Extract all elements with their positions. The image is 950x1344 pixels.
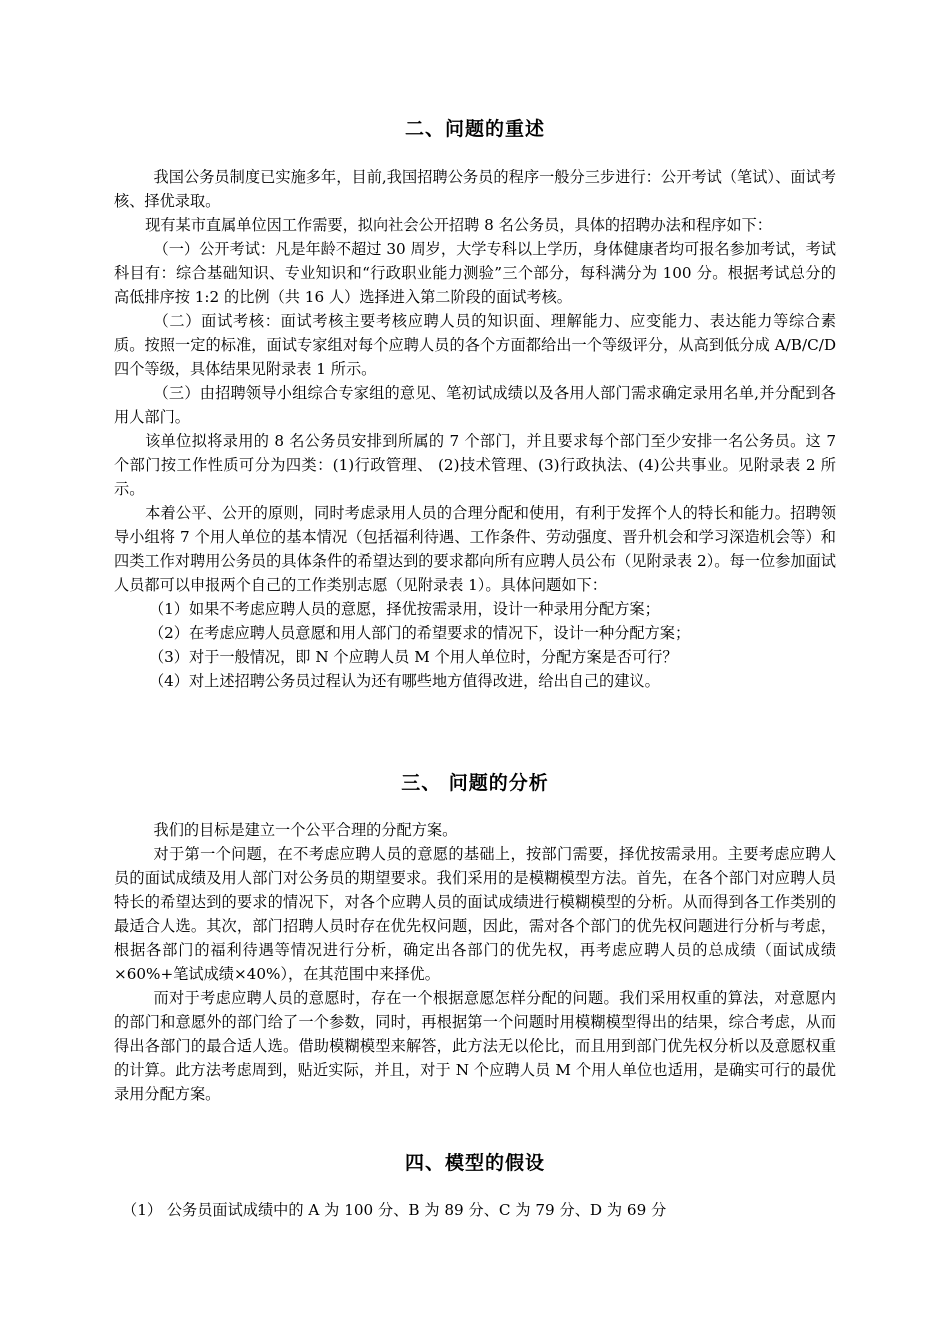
restatement-paragraph: 现有某市直属单位因工作需要，拟向社会公开招聘 8 名公务员，具体的招聘办法和程序如下： [145,216,772,234]
section-title-analysis: 三、 问题的分析 [401,772,549,794]
analysis-body [114,818,836,1106]
restatement-paragraph: 该单位拟将录用的 8 名公务员安排到所属的 7 个部门，并且要求每个部门至少安排一名公务员。这 7 个部门按工作性质可分为四类：(1)行政管理、 (2)技术管理、(3)行政执法、(4)公共事业。见附录表 2 所示。 [114,432,836,498]
restatement-paragraph: （一）公开考试：凡是年龄不超过 30 周岁，大学专科以上学历，身体健康者均可报名参加考试，考试科目有：综合基础知识、专业知识和“行政职业能力测验”三个部分，每科满分为 100 分。根据考试总分的高低排序按 1:2 的比例（共 16 人）选择进入第二阶段的面试考核。 [114,240,836,306]
assumption-item: （1） 公务员面试成绩中的 A 为 100 分、B 为 89 分、C 为 79 分、D 为 69 分 [122,1201,667,1219]
restatement-paragraph: （二）面试考核：面试考核主要考核应聘人员的知识面、理解能力、应变能力、表达能力等综合素质。按照一定的标准，面试专家组对每个应聘人员的各个方面都给出一个等级评分，从高到低分成 A/B/C/D 四个等级，具体结果见附录表 1 所示。 [114,312,836,378]
analysis-paragraph: 对于第一个问题，在不考虑应聘人员的意愿的基础上，按部门需要，择优按需录用。主要考虑应聘人员的面试成绩及用人部门对公务员的期望要求。我们采用的是模糊模型方法。首先，在各个部门对应聘人员特长的希望达到的要求的情况下，对各个应聘人员的面试成绩进行模糊模型的分析。从而得到各工作类别的最适合人选。其次，部门招聘人员时存在优先权问题，因此，需对各个部门的优先权问题进行分析与考虑，根据各部门的福利待遇等情况进行分析，确定出各部门的优先权，再考虑应聘人员的总成绩（面试成绩×60%+笔试成绩×40%），在其范围中来择优。 [114,845,836,983]
section-title-assumptions: 四、模型的假设 [404,1152,545,1174]
restatement-paragraph: 本着公平、公开的原则，同时考虑录用人员的合理分配和使用，有利于发挥个人的特长和能力。招聘领导小组将 7 个用人单位的基本情况（包括福利待遇、工作条件、劳动强度、晋升机会和学习深造机会等）和四类工作对聘用公务员的具体条件的希望达到的要求都向所有应聘人员公布（见附录表 2）。每一位参加面试人员都可以申报两个自己的工作类别志愿（见附录表 1）。具体问题如下： [114,504,836,594]
analysis-paragraph: 我们的目标是建立一个公平合理的分配方案。 [153,821,458,839]
restatement-paragraph: 我国公务员制度已实施多年，目前,我国招聘公务员的程序一般分三步进行：公开考试（笔试）、面试考核、择优录取。 [114,168,836,210]
question-item: （4）对上述招聘公务员过程认为还有哪些地方值得改进，给出自己的建议。 [148,672,660,690]
question-item: （3）对于一般情况，即 N 个应聘人员 M 个用人单位时，分配方案是否可行？ [148,648,678,666]
question-item: （2）在考虑应聘人员意愿和用人部门的希望要求的情况下，设计一种分配方案； [148,624,691,642]
restatement-body [114,165,836,693]
question-item: （1）如果不考虑应聘人员的意愿，择优按需录用，设计一种录用分配方案； [148,600,660,618]
restatement-paragraph: （三）由招聘领导小组综合专家组的意见、笔初试成绩以及各用人部门需求确定录用名单,并分配到各用人部门。 [114,384,836,426]
section-title-restatement: 二、问题的重述 [404,118,545,140]
analysis-paragraph: 而对于考虑应聘人员的意愿时，存在一个根据意愿怎样分配的问题。我们采用权重的算法，对意愿内的部门和意愿外的部门给了一个参数，同时，再根据第一个问题时用模糊模型得出的结果，综合考虑，从而得出各部门的最合适人选。借助模糊模型来解答，此方法无以伦比，而且用到部门优先权分析以及意愿权重的计算。此方法考虑周到，贴近实际，并且，对于 N 个应聘人员 M 个用人单位也适用，是确实可行的最优录用分配方案。 [114,989,836,1103]
